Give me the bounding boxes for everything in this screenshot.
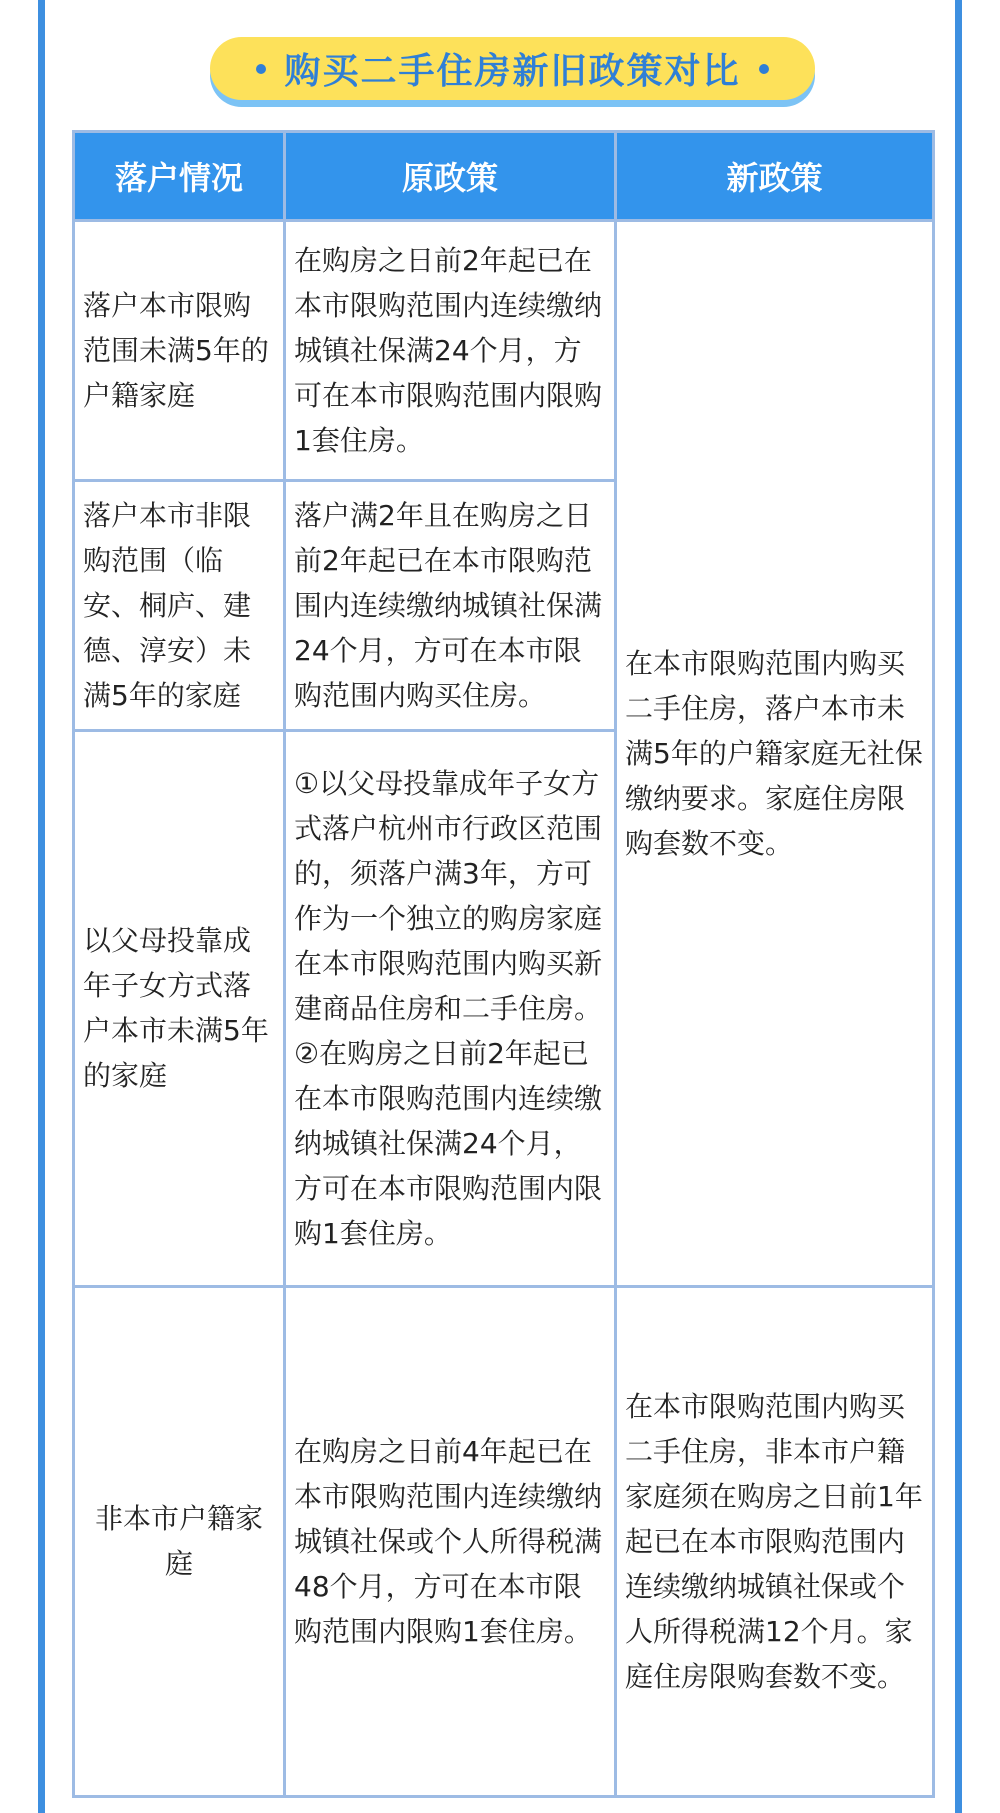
page-title: 购买二手住房新旧政策对比 xyxy=(284,51,741,92)
situation-cell: 落户本市非限购范围（临安、桐庐、建德、淳安）未满5年的家庭 xyxy=(74,481,285,731)
table-row xyxy=(74,221,934,481)
header-old-policy: 原政策 xyxy=(285,132,616,221)
new-policy-cell-merged: 在本市限购范围内购买二手住房，落户本市未满5年的户籍家庭无社保缴纳要求。家庭住房限购套数不变。 xyxy=(616,221,934,1287)
old-policy-cell: 在购房之日前2年起已在本市限购范围内连续缴纳城镇社保满24个月，方可在本市限购范围内限购1套住房。 xyxy=(285,221,616,481)
old-policy-cell: ①以父母投靠成年子女方式落户杭州市行政区范围的，须落户满3年，方可作为一个独立的购房家庭在本市限购范围内购买新建商品住房和二手住房。②在购房之日前2年起已在本市限购范围内连续缴纳城镇社保满24个月，方可在本市限购范围内限购1套住房。 xyxy=(285,731,616,1286)
table-header-row xyxy=(74,132,934,221)
header-new-policy: 新政策 xyxy=(616,132,934,221)
right-frame-border xyxy=(955,0,962,1813)
old-policy-cell: 落户满2年且在购房之日前2年起已在本市限购范围内连续缴纳城镇社保满24个月，方可在本市限购范围内购买住房。 xyxy=(285,481,616,731)
bullet-dot-icon xyxy=(759,64,769,74)
situation-cell: 落户本市限购范围未满5年的户籍家庭 xyxy=(74,221,285,481)
policy-comparison-table xyxy=(72,130,935,1798)
situation-cell: 非本市户籍家庭 xyxy=(74,1286,285,1796)
bullet-dot-icon xyxy=(256,64,266,74)
table-row xyxy=(74,1286,934,1796)
header-situation: 落户情况 xyxy=(74,132,285,221)
new-policy-cell-nonlocal: 在本市限购范围内购买二手住房，非本市户籍家庭须在购房之日前1年起已在本市限购范围内连续缴纳城镇社保或个人所得税满12个月。家庭住房限购套数不变。 xyxy=(616,1286,934,1796)
title-banner xyxy=(210,37,815,100)
left-frame-border xyxy=(38,0,45,1813)
old-policy-cell: 在购房之日前4年起已在本市限购范围内连续缴纳城镇社保或个人所得税满48个月，方可在本市限购范围内限购1套住房。 xyxy=(285,1286,616,1796)
situation-cell: 以父母投靠成年子女方式落户本市未满5年的家庭 xyxy=(74,731,285,1286)
